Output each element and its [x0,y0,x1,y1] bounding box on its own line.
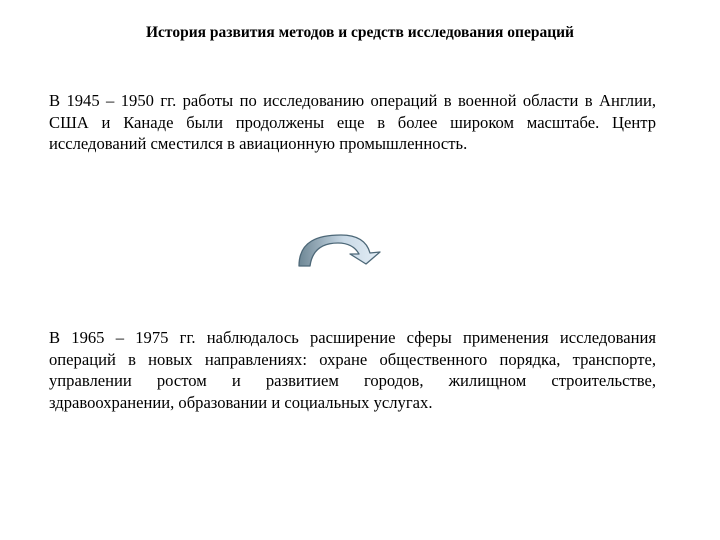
curved-arrow-icon [296,233,384,269]
paragraph-1965-1975: В 1965 – 1975 гг. наблюдалось расширение сферы применения исследования операций в новых направлениях: охране общественного порядка, транспорте, управлении ростом и развитием городов, жилищном строительстве, здравоохранении, образовании и социальных услугах. [49,328,656,412]
paragraph-1945-1950: В 1945 – 1950 гг. работы по исследованию операций в военной области в Англии, США и Канаде были продолжены еще в более широком масштабе. Центр исследований сместился в авиационную промышленность. [49,91,656,153]
slide-title: История развития методов и средств исследования операций [145,24,574,41]
